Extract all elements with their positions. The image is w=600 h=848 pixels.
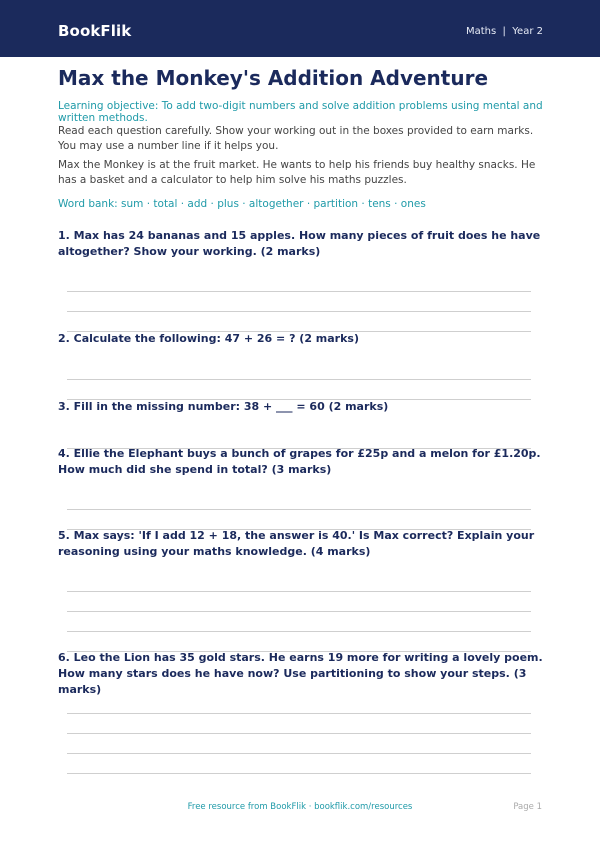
subject-year-label [466,26,543,37]
page-title: Max the Monkey's Addition Adventure [58,66,489,90]
question-2: 2. Calculate the following: 47 + 26 = ? (2 marks) [58,332,359,345]
answer-line[interactable] [67,753,531,754]
question-4: 4. Ellie the Elephant buys a bunch of grapes for £25p and a melon for £1.20p. How much did she spend in total? (3 marks) [58,447,541,476]
question-1: 1. Max has 24 bananas and 15 apples. How many pieces of fruit does he have altogether? Show your working. (2 marks) [58,229,541,258]
answer-line[interactable] [67,291,531,292]
meta-separator: | [502,26,506,37]
answer-line[interactable] [67,631,531,632]
answer-line[interactable] [67,773,531,774]
question-3: 3. Fill in the missing number: 38 + ___ = 60 (2 marks) [58,400,389,413]
answer-line[interactable] [67,509,531,510]
answer-line[interactable] [67,591,531,592]
answer-line[interactable] [67,733,531,734]
footer-credit[interactable]: Free resource from BookFlik · bookflik.com/resources [187,802,413,812]
answer-line[interactable] [67,379,531,380]
question-6: 6. Leo the Lion has 35 gold stars. He earns 19 more for writing a lovely poem. How many stars does he have now? Use partitioning to show your steps. (3 marks) [58,651,543,696]
year-label: Year 2 [512,26,543,37]
brand-logo[interactable]: BookFlik [58,22,132,40]
header-bar [0,0,600,57]
question-5: 5. Max says: 'If I add 12 + 18, the answer is 40.' Is Max correct? Explain your reasoning using your maths knowledge. (4 marks) [58,529,535,558]
page-number: Page 1 [513,802,542,812]
instructions-text: Read each question carefully. Show your working out in the boxes provided to earn marks. You may use a number line if it helps you. [58,125,534,152]
subject-label: Maths [465,26,497,37]
answer-line[interactable] [67,311,531,312]
answer-line[interactable] [67,713,531,714]
word-bank: Word bank: sum · total · add · plus · altogether · partition · tens · ones [58,198,426,210]
answer-line[interactable] [67,611,531,612]
story-text: Max the Monkey is at the fruit market. He wants to help his friends buy healthy snacks. He has a basket and a calculator to help him solve his maths puzzles. [58,159,536,186]
learning-objective: Learning objective: To add two-digit numbers and solve addition problems using mental and written methods. [58,100,543,124]
